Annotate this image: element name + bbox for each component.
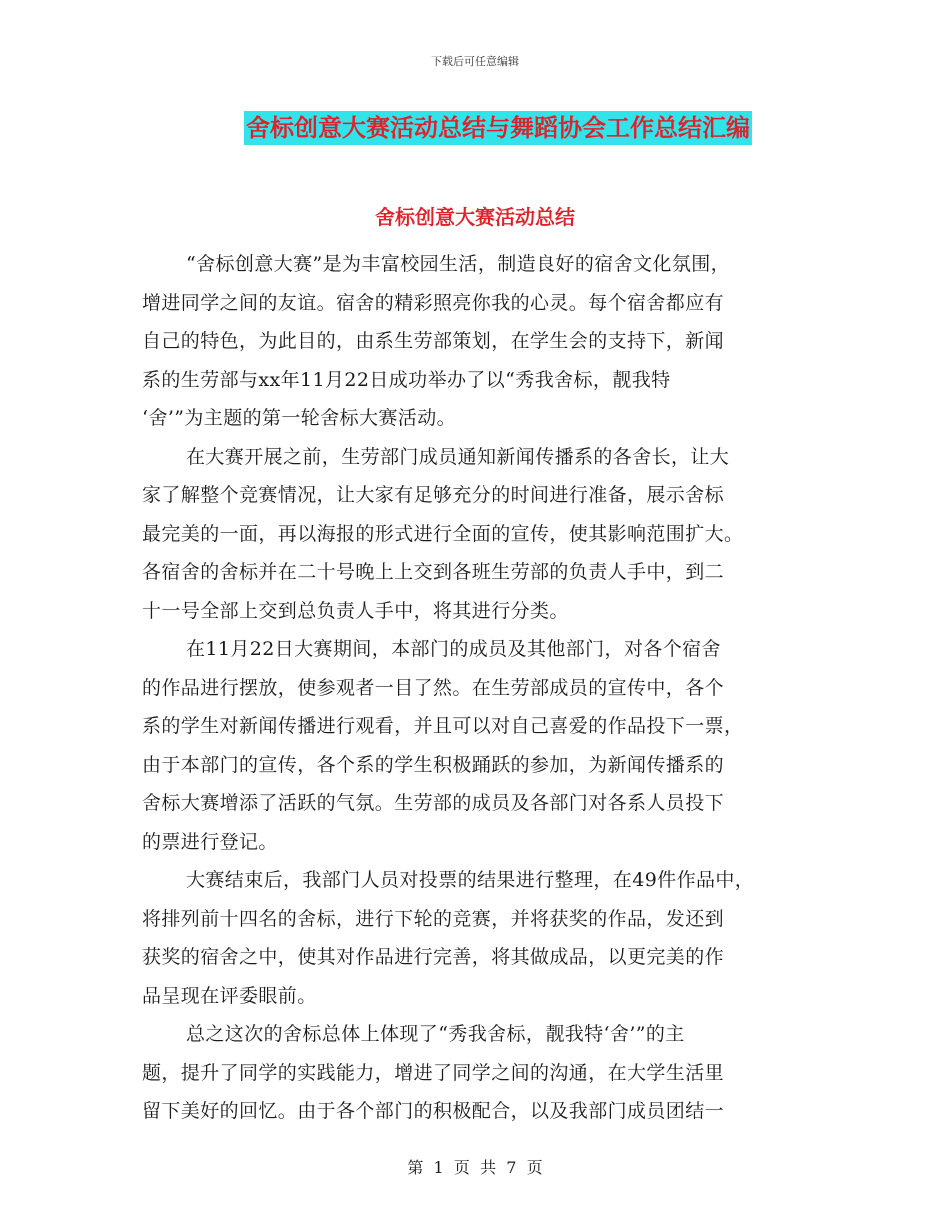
text-line: 增进同学之间的友谊。宿舍的精彩照亮你我的心灵。每个宿舍都应有 xyxy=(142,291,725,314)
text-line: 的作品进行摆放，使参观者一目了然。在生劳部成员的宣传中，各个 xyxy=(142,676,725,699)
text-line: 十一号全部上交到总负责人手中，将其进行分类。 xyxy=(142,599,569,622)
document-main-title: 舍标创意大赛活动总结与舞蹈协会工作总结汇编 xyxy=(244,111,752,145)
text-line: 最完美的一面，再以海报的形式进行全面的宣传，使其影响范围扩大。 xyxy=(142,522,744,545)
text-line: 大赛结束后，我部门人员对投票的结果进行整理，在49件作品中， xyxy=(186,869,755,891)
text-line: 的票进行登记。 xyxy=(142,830,278,853)
paragraph-1 xyxy=(142,245,832,438)
text-line: 总之这次的舍标总体上体现了“秀我舍标，靓我特‘舍’”的主 xyxy=(186,1023,685,1045)
document-body xyxy=(142,245,832,1131)
text-line: “舍标创意大赛”是为丰富校园生活，制造良好的宿舍文化氛围， xyxy=(186,253,731,275)
text-line: 由于本部门的宣传，各个系的学生积极踊跃的参加，为新闻传播系的 xyxy=(142,753,725,776)
paragraph-4 xyxy=(142,861,832,1015)
text-line: 留下美好的回忆。由于各个部门的积极配合，以及我部门成员团结一 xyxy=(142,1100,725,1122)
page-header-note: 下载后可任意编辑 xyxy=(431,55,519,68)
text-line: ‘舍’”为主题的第一轮舍标大赛活动。 xyxy=(142,407,456,429)
text-line: 各宿舍的舍标并在二十号晚上上交到各班生劳部的负责人手中，到二 xyxy=(142,561,725,583)
main-title-container xyxy=(0,111,950,145)
page-footer: 第 1 页 共 7 页 xyxy=(407,1158,543,1177)
paragraph-3 xyxy=(142,630,832,861)
text-line: 家了解整个竞赛情况，让大家有足够充分的时间进行准备，展示舍标 xyxy=(142,484,725,506)
text-line: 系的学生对新闻传播进行观看，并且可以对自己喜爱的作品投下一票， xyxy=(142,715,744,737)
text-line: 在11月22日大赛期间，本部门的成员及其他部门，对各个宿舍 xyxy=(186,638,721,660)
section-title: 舍标创意大赛活动总结 xyxy=(375,205,575,229)
text-line: 系的生劳部与xx年11月22日成功举办了以“秀我舍标，靓我特 xyxy=(142,368,671,391)
text-line: 在大赛开展之前，生劳部门成员通知新闻传播系的各舍长，让大 xyxy=(186,445,730,468)
text-line: 品呈现在评委眼前。 xyxy=(142,984,317,1007)
paragraph-2 xyxy=(142,438,832,631)
text-line: 自己的特色，为此目的，由系生劳部策划，在学生会的支持下，新闻 xyxy=(142,330,725,352)
text-line: 舍标大赛增添了活跃的气氛。生劳部的成员及各部门对各系人员投下 xyxy=(142,792,725,814)
text-line: 将排列前十四名的舍标，进行下轮的竞赛，并将获奖的作品，发还到 xyxy=(142,907,725,930)
text-line: 题，提升了同学的实践能力，增进了同学之间的沟通，在大学生活里 xyxy=(142,1061,725,1084)
text-line: 获奖的宿舍之中，使其对作品进行完善，将其做成品，以更完美的作 xyxy=(142,946,725,968)
paragraph-5 xyxy=(142,1015,832,1131)
